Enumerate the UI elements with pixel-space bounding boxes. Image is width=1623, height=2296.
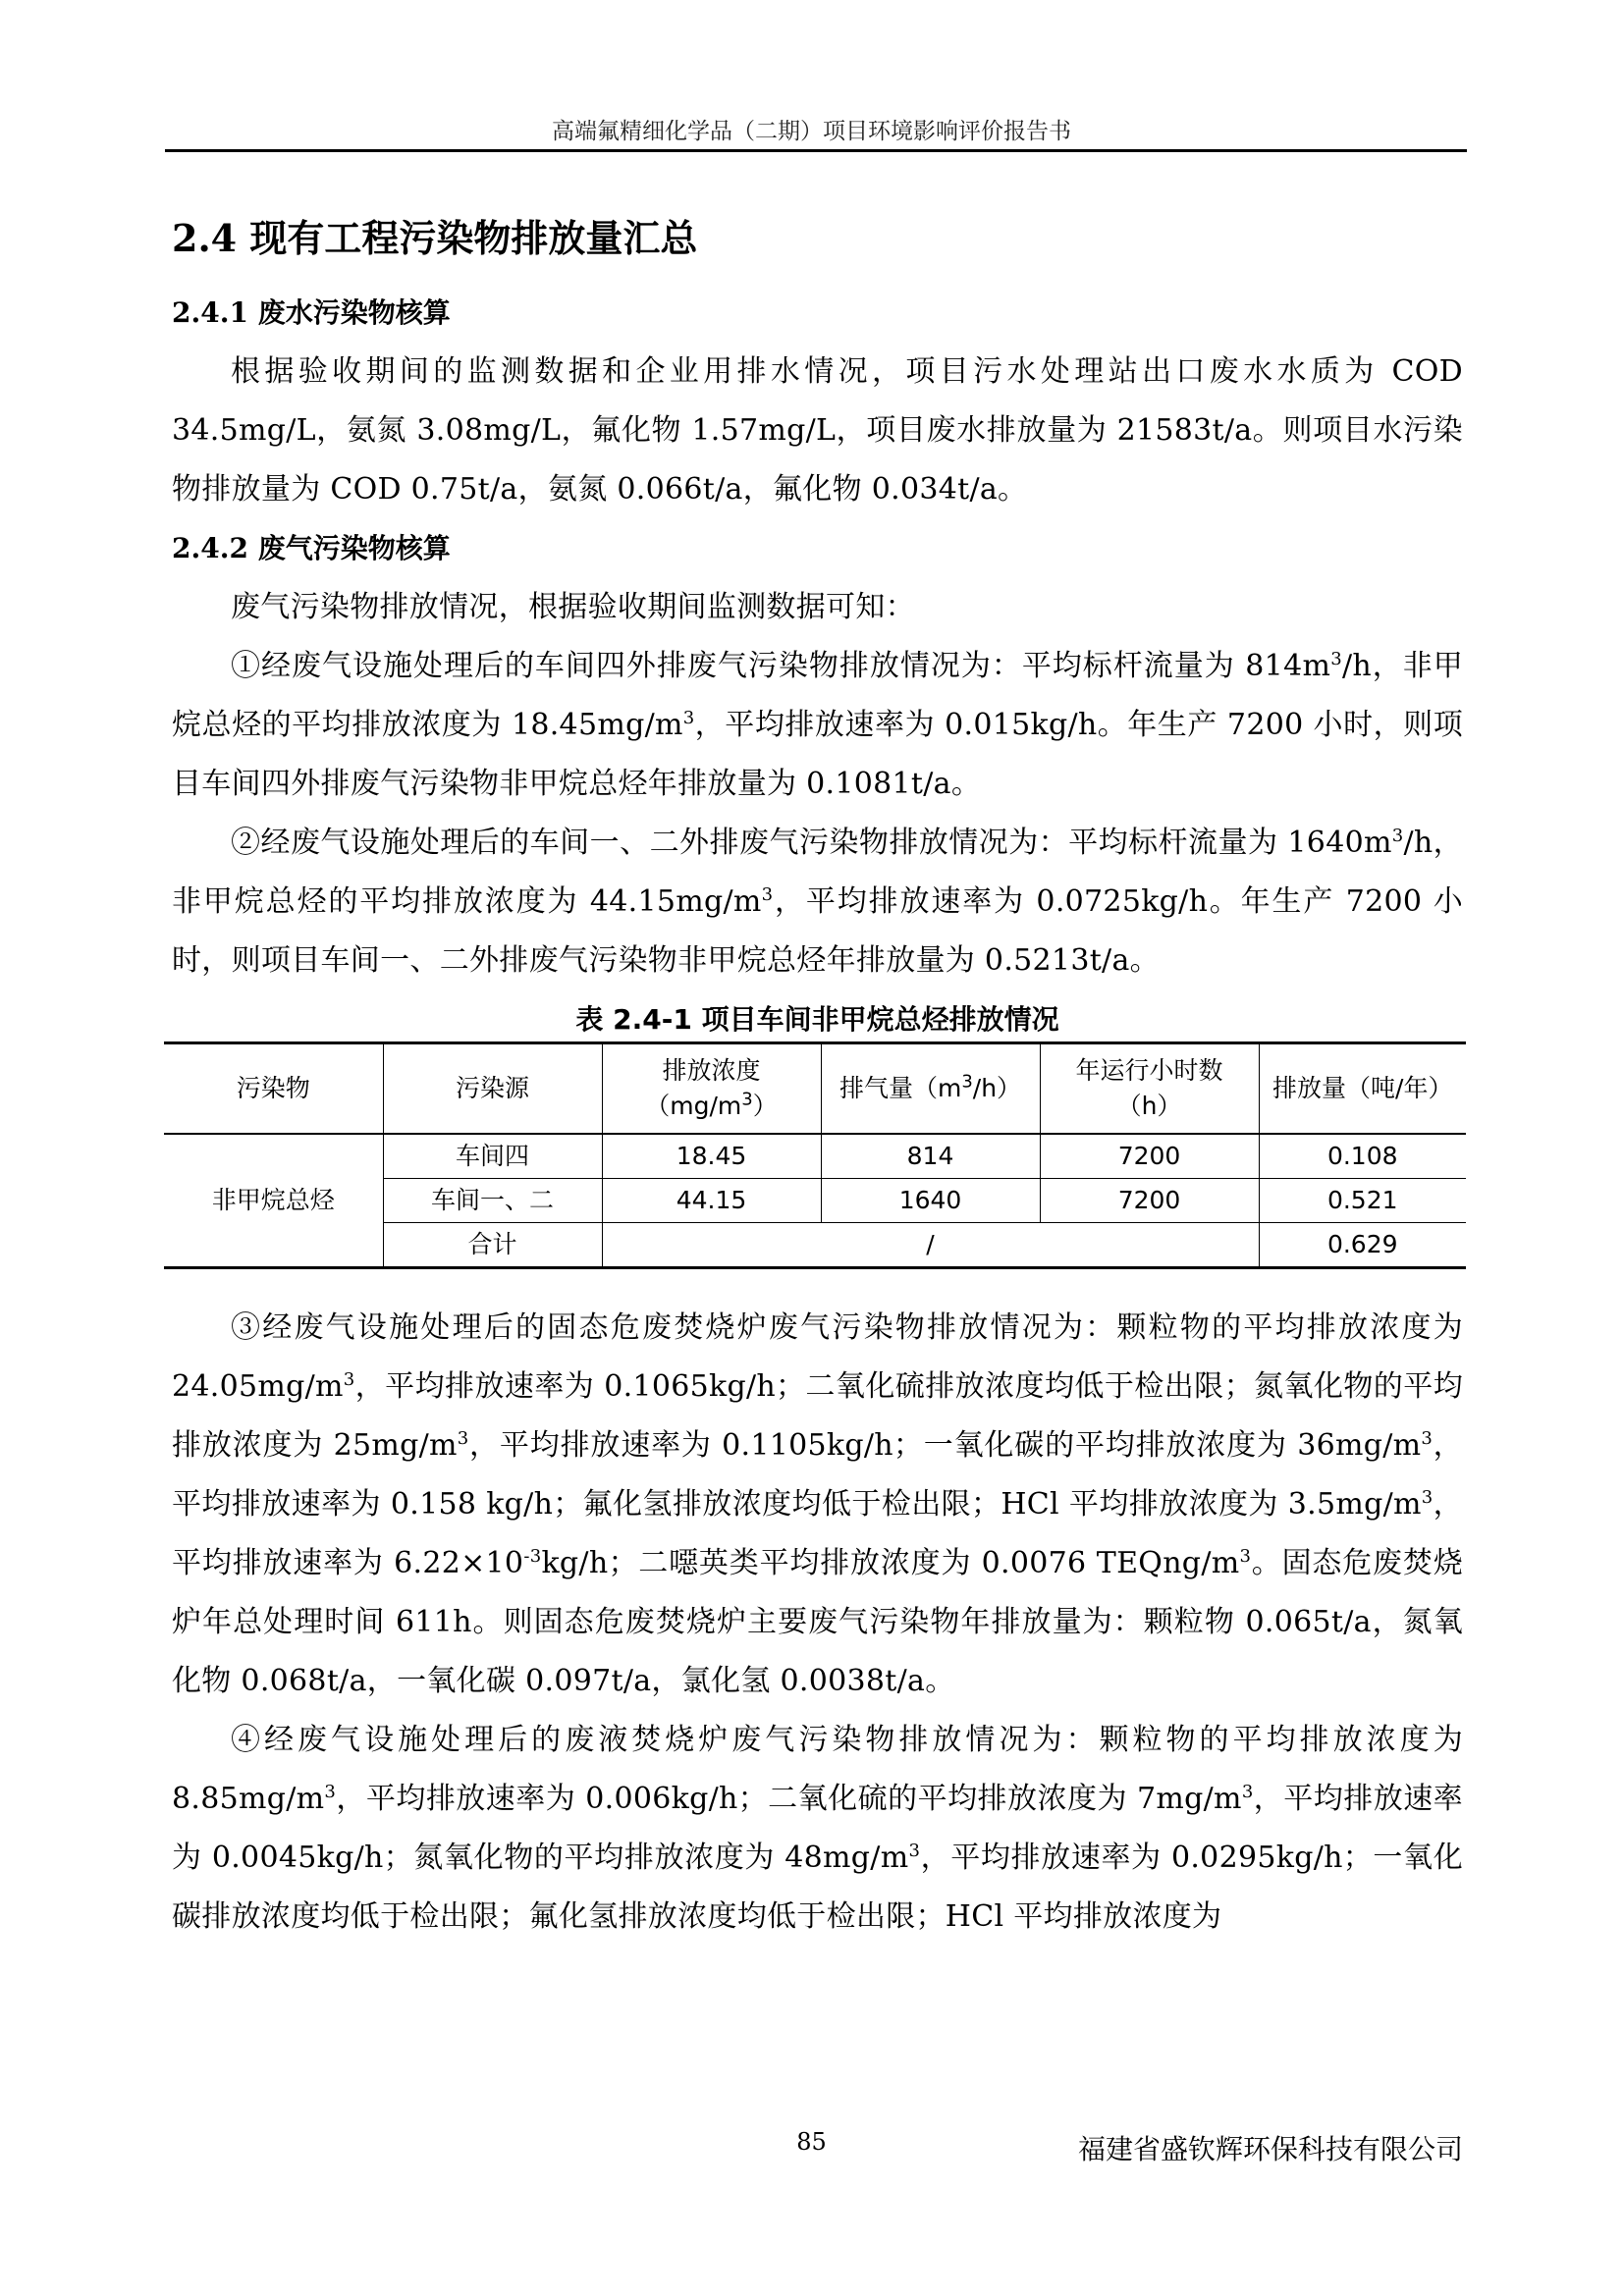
header-exhaust-flow: 排气量$(m^3/h)$ (821, 1043, 1040, 1135)
cell-emission-amount: 0.108 (1259, 1134, 1466, 1179)
document-body (172, 211, 1463, 1947)
page-number: 85 (796, 2128, 827, 2156)
header-source: 污染源 (383, 1043, 602, 1135)
header-pollutant: 污染物 (164, 1043, 383, 1135)
header-rule (165, 149, 1467, 152)
cell-concentration: 18.45 (602, 1134, 821, 1179)
section-title: 2.4 现有工程污染物排放量汇总 (172, 216, 698, 260)
paragraph-workshop-four: ①经废气设施处理后的车间四外排废气污染物排放情况为：平均标杆流量为 $814m^3/h$，非甲烷总烃的平均排放浓度为 $18.45mg/m^3$，平均排放速率为 0.015kg/h。年生产 7200 小时，则项目车间四外排废气污染物非甲烷总烃年排放量为 0.1081t/a。 (172, 649, 1463, 801)
cell-total-label: 合计 (383, 1223, 602, 1268)
cell-exhaust-flow: 814 (821, 1134, 1040, 1179)
cell-emission-amount: 0.521 (1259, 1179, 1466, 1223)
cell-annual-hours: 7200 (1040, 1179, 1259, 1223)
paragraph-workshop-one-two: ②经废气设施处理后的车间一、二外排废气污染物排放情况为：平均标杆流量为 $1640m^3/h$，非甲烷总烃的平均排放浓度为 $44.15mg/m^3$，平均排放速率为 0.0725kg/h。年生产 7200 小时，则项目车间一、二外排废气污染物非甲烷总烃年排放量为 0.5213t/a。 (172, 826, 1463, 978)
cell-annual-hours: 7200 (1040, 1134, 1259, 1179)
table-caption: 表 2.4-1 项目车间非甲烷总烃排放情况 (575, 1003, 1059, 1036)
paragraph-wastewater: 根据验收期间的监测数据和企业用排水情况，项目污水处理站出口废水水质为 COD 34.5mg/L，氨氮 3.08mg/L，氟化物 1.57mg/L，项目废水排放量为 21583t/a。则项目水污染物排放量为 COD 0.75t/a，氨氮 0.066t/a，氟化物 0.034t/a。 (172, 354, 1463, 507)
cell-concentration: 44.15 (602, 1179, 821, 1223)
table-row (164, 1134, 1466, 1179)
subsection-title-waste-gas: 2.4.2 废气污染物核算 (172, 532, 451, 564)
header-concentration: 排放浓度 $(mg/m^3)$ (602, 1043, 821, 1135)
cell-source: 车间一、二 (383, 1179, 602, 1223)
cell-total-merged: / (602, 1223, 1259, 1268)
cell-pollutant-name: 非甲烷总烃 (164, 1134, 383, 1268)
cell-source: 车间四 (383, 1134, 602, 1179)
cell-total-amount: 0.629 (1259, 1223, 1466, 1268)
paragraph-waste-gas-intro: 废气污染物排放情况，根据验收期间监测数据可知： (231, 590, 915, 624)
emission-table (164, 1041, 1466, 1269)
running-header: 高端氟精细化学品（二期）项目环境影响评价报告书 (552, 119, 1071, 144)
subsection-title-wastewater: 2.4.1 废水污染物核算 (172, 296, 451, 329)
paragraph-liquid-incinerator: ④经废气设施处理后的废液焚烧炉废气污染物排放情况为：颗粒物的平均排放浓度为 $8.85mg/m^3$，平均排放速率为 0.006kg/h；二氧化硫的平均排放浓度为 $7mg/m^3$，平均排放速率为 0.0045kg/h；氮氧化物的平均排放浓度为 $48mg/m^3$，平均排放速率为 0.0295kg/h；一氧化碳排放浓度均低于检出限；氟化氢排放浓度均低于检出限；HCl 平均排放浓度为 (172, 1723, 1463, 1934)
header-emission-amount: 排放量（吨/年） (1259, 1043, 1466, 1135)
cell-exhaust-flow: 1640 (821, 1179, 1040, 1223)
table-header-row (164, 1043, 1466, 1135)
company-name: 福建省盛钦辉环保科技有限公司 (1077, 2133, 1463, 2165)
paragraph-solid-incinerator: ③经废气设施处理后的固态危废焚烧炉废气污染物排放情况为：颗粒物的平均排放浓度为 $24.05mg/m^3$，平均排放速率为 0.1065kg/h；二氧化硫排放浓度均低于检出限；氮氧化物的平均排放浓度为 $25mg/m^3$，平均排放速率为 0.1105kg/h；一氧化碳的平均排放浓度为 $36mg/m^3$，平均排放速率为 0.158 kg/h；氟化氢排放浓度均低于检出限；HCl 平均排放浓度为 $3.5mg/m^3$，平均排放速率为 $6.22\times 10^{-3}kg/h$；二噁英类平均排放浓度为 0.0076 TEQng/$m^3$。固态危废焚烧炉年总处理时间 611h。则固态危废焚烧炉主要废气污染物年排放量为：颗粒物 0.065t/a，氮氧化物 0.068t/a，一氧化碳 0.097t/a，氯化氢 0.0038t/a。 (172, 1310, 1463, 1698)
header-annual-hours: 年运行小时数 （h） (1040, 1043, 1259, 1135)
